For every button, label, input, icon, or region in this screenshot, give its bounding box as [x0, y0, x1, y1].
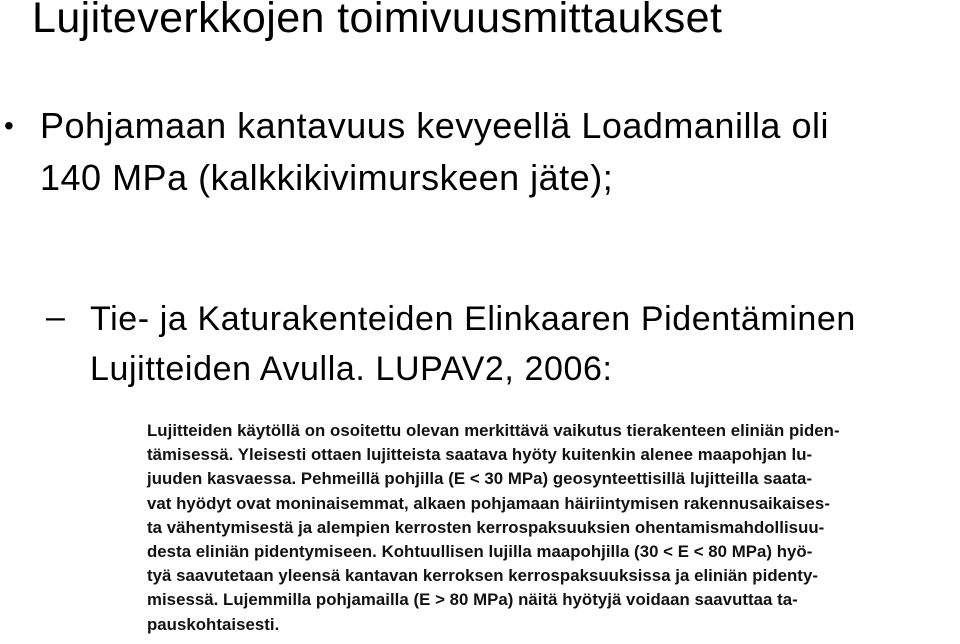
sub-bullet-text — [90, 294, 856, 394]
bullet-line: Pohjamaan kantavuus kevyeellä Loadmanilla oli — [40, 105, 829, 146]
quote-line: vat hyödyt ovat moninaisemmat, alkaen pohjamaan häiriintymisen rakennusaikaises- — [147, 493, 830, 513]
bullet-text — [40, 100, 829, 204]
bullet-marker: • — [4, 110, 15, 141]
sub-bullet-line: Lujitteiden Avulla. LUPAV2, 2006: — [90, 350, 613, 388]
quoted-excerpt — [147, 419, 937, 637]
quote-line: misessä. Lujemmilla pohjamailla (E > 80 MPa) näitä hyötyjä voidaan saavuttaa ta- — [147, 590, 798, 610]
quote-line: tämisessä. Yleisesti ottaen lujitteista saatava hyöty kuitenkin alenee maapohjan lu- — [147, 445, 813, 465]
bullet-line: 140 MPa (kalkkikivimurskeen jäte); — [40, 157, 614, 198]
quote-line: desta eliniän pidentymiseen. Kohtuullisen lujilla maapohjilla (30 < E < 80 MPa) hyö- — [147, 542, 813, 562]
quote-line: pauskohtaisesti. — [147, 614, 280, 634]
quote-line: ta vähentymisestä ja alempien kerrosten kerrospaksuuksien ohentamismahdollisuu- — [147, 517, 825, 537]
quote-line: juuden kasvaessa. Pehmeillä pohjilla (E < 30 MPa) geosynteettisillä lujitteilla saata- — [147, 469, 813, 489]
sub-bullet-marker: – — [46, 298, 66, 336]
quote-line: tyä saavutetaan yleensä kantavan kerroksen kerrospaksuuksissa ja eliniän pidenty- — [147, 566, 818, 586]
slide-title: Lujiteverkkojen toimivuusmittaukset — [32, 0, 723, 42]
quote-line: Lujitteiden käytöllä on osoitettu olevan merkittävä vaikutus tierakenteen eliniän piden- — [147, 421, 840, 440]
sub-bullet-line: Tie- ja Katurakenteiden Elinkaaren Pidentäminen — [90, 300, 856, 338]
